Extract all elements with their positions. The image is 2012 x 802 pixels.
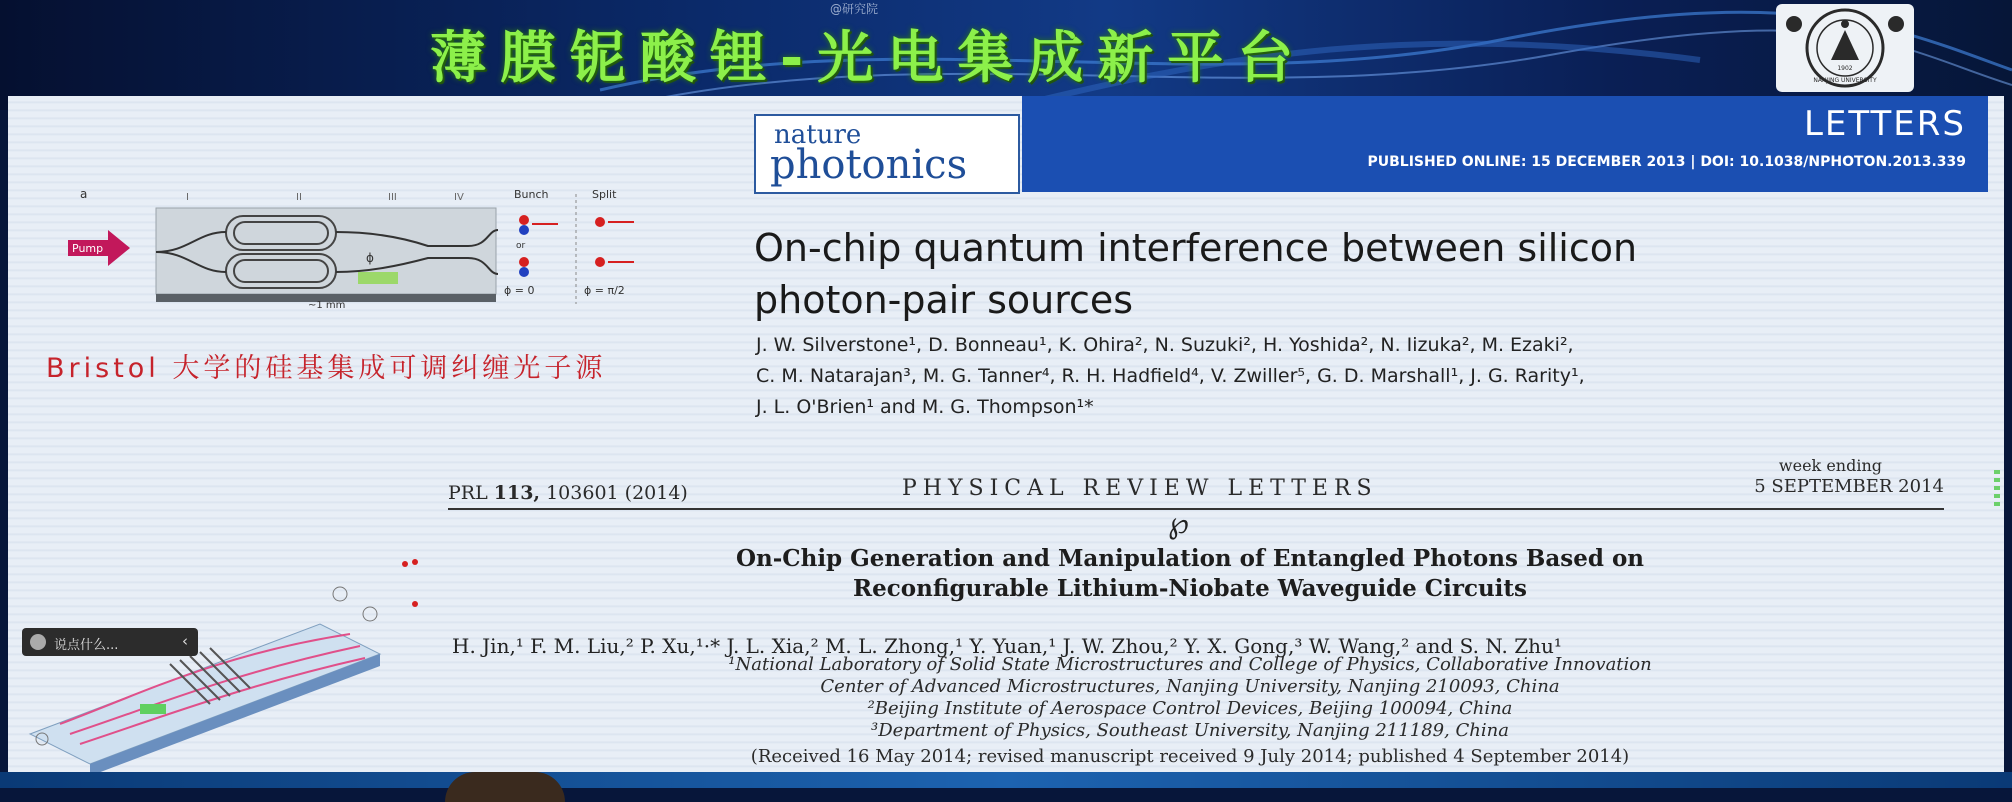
section-label-ii: II — [296, 192, 302, 203]
prl-affiliation-line-3: ²Beijing Institute of Aerospace Control Devices, Beijing 100094, China — [867, 698, 1513, 719]
split-label: Split — [592, 188, 617, 201]
publication-info: PUBLISHED ONLINE: 15 DECEMBER 2013 | DOI: 10.1038/NPHOTON.2013.339 — [1367, 154, 1966, 170]
prl-divider — [448, 508, 1944, 510]
prl-ornament-icon: ℘ — [1168, 506, 1189, 541]
scale-label: ~1 mm — [308, 300, 346, 310]
prl-citation-prefix: PRL — [448, 482, 488, 504]
prl-header — [448, 456, 1944, 506]
screen-bottom-edge — [0, 772, 2012, 788]
chinese-caption: Bristol 大学的硅基集成可调纠缠光子源 — [46, 353, 607, 384]
logo-text: NANJING UNIVERSITY — [1813, 77, 1877, 84]
lithium-niobate-chip-figure — [20, 554, 440, 774]
banner-title: 薄膜铌酸锂-光电集成新平台 — [430, 26, 1308, 91]
prl-affiliations — [560, 654, 1820, 742]
prl-week-ending: week ending — [1778, 456, 1882, 475]
prl-affiliation-line-1: ¹National Laboratory of Solid State Microstructures and College of Physics, Collaborative Innovation — [728, 654, 1652, 675]
university-seal-icon — [1776, 4, 1914, 92]
section-label-iv: IV — [454, 192, 464, 203]
logo-nature-text: nature — [774, 120, 862, 150]
top-banner — [0, 0, 2012, 110]
prl-journal-name: PHYSICAL REVIEW LETTERS — [902, 476, 1378, 501]
audience-head — [445, 772, 565, 802]
prl-citation-rest: 103601 (2014) — [546, 482, 688, 504]
nature-photonics-logo — [754, 114, 1020, 194]
prl-received-dates: (Received 16 May 2014; revised manuscript received 9 July 2014; published 4 September 2014) — [750, 746, 1630, 767]
prl-date: 5 SEPTEMBER 2014 — [1754, 476, 1944, 497]
nanjing-university-logo — [1776, 4, 1914, 92]
bunch-label: Bunch — [514, 188, 549, 201]
section-label-iii: III — [388, 192, 397, 203]
banner-small-text: @研究院 — [830, 2, 879, 16]
silicon-chip-figure — [68, 186, 648, 310]
prl-title-line-2: Reconfigurable Lithium-Niobate Waveguide Circuits — [853, 575, 1527, 602]
photon-red-icon — [519, 215, 529, 225]
phase-symbol: ϕ — [366, 251, 374, 265]
phi-zero-label: ϕ = 0 — [504, 284, 535, 297]
comment-input-overlay[interactable] — [22, 628, 198, 656]
panel-label: a — [80, 187, 88, 201]
or-label: or — [516, 241, 526, 251]
prl-affiliation-line-4: ³Department of Physics, Southeast University, Nanjing 211189, China — [871, 720, 1509, 741]
section-label: LETTERS — [1803, 104, 1966, 144]
authors-line-1: J. W. Silverstone¹, D. Bonneau¹, K. Ohira², N. Suzuki², H. Yoshida², N. Iizuka², M. Ezaki², — [756, 334, 1574, 356]
prl-citation — [448, 482, 688, 504]
logo-photonics-text: photonics — [770, 142, 968, 188]
paper-title-line-2: photon-pair sources — [754, 278, 1134, 322]
screen-edge-indicator — [1994, 470, 2000, 510]
paper-authors — [756, 330, 1936, 423]
authors-line-2: C. M. Natarajan³, M. G. Tanner⁴, R. H. Hadfield⁴, V. Zwiller⁵, G. D. Marshall¹, J. G. Rarity¹, — [756, 365, 1585, 387]
photon-blue-icon — [519, 225, 529, 235]
prl-affiliation-line-2: Center of Advanced Microstructures, Nanjing University, Nanjing 210093, China — [820, 676, 1560, 697]
prl-title — [560, 544, 1820, 604]
prl-title-line-1: On-Chip Generation and Manipulation of Entangled Photons Based on — [735, 545, 1645, 572]
chat-icon — [30, 634, 46, 650]
pump-label: Pump — [72, 242, 104, 255]
letters-header-bar — [1022, 96, 1988, 192]
prl-authors: H. Jin,¹ F. M. Liu,² P. Xu,¹·* J. L. Xia,² M. L. Zhong,¹ Y. Yuan,¹ J. W. Zhou,² Y. X. Gong,³ W. Wang,² and S. N. Zhu¹ — [452, 634, 1562, 658]
authors-line-3: J. L. O'Brien¹ and M. G. Thompson¹* — [756, 396, 1094, 418]
collapse-chevron-icon[interactable]: ‹ — [182, 632, 188, 650]
prl-volume: 113, — [493, 482, 541, 504]
comment-placeholder: 说点什么... — [54, 638, 119, 653]
logo-year: 1902 — [1837, 65, 1853, 72]
paper-title-line-1: On-chip quantum interference between silicon — [754, 226, 1638, 270]
section-label-i: I — [186, 192, 189, 203]
paper-title — [754, 222, 1954, 326]
phi-pi-label: ϕ = π/2 — [584, 284, 625, 297]
